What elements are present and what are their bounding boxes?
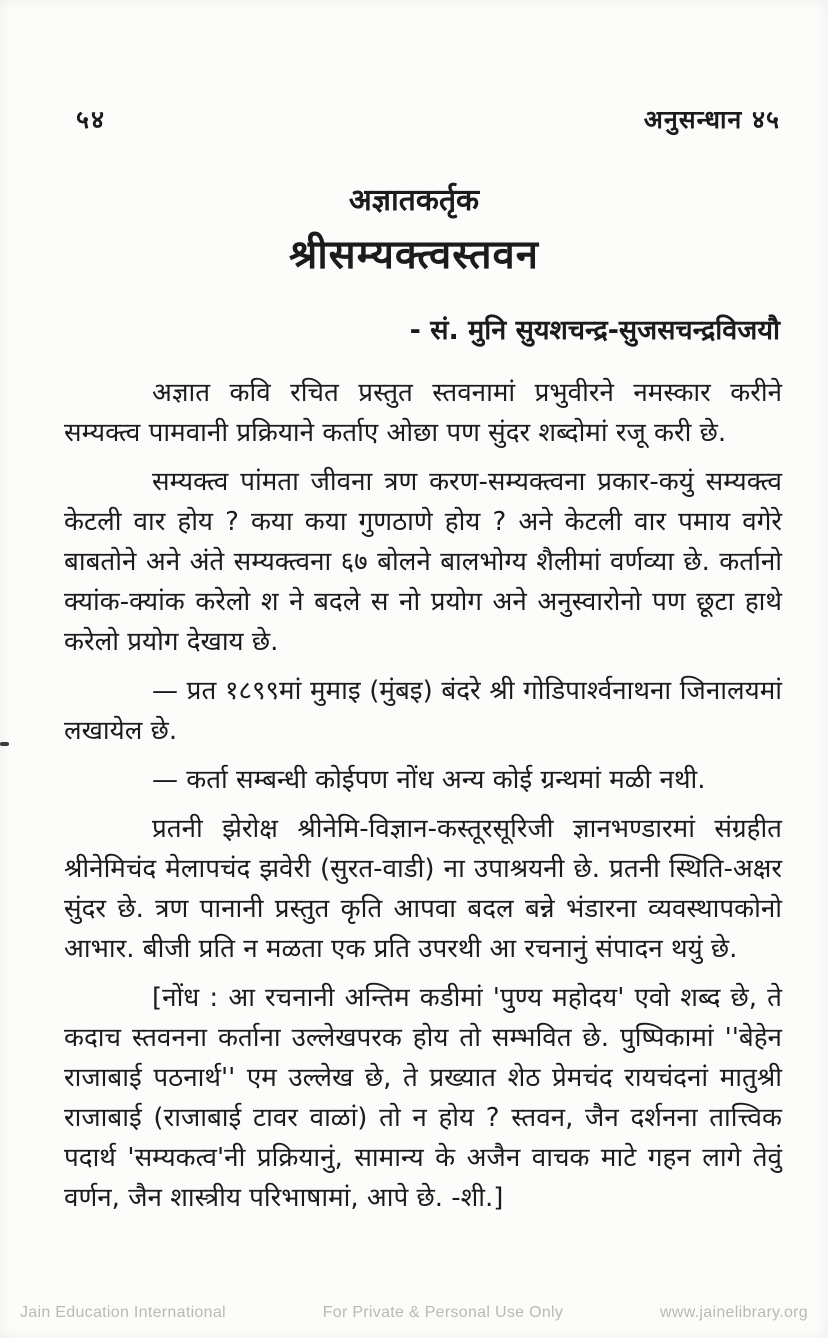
paragraph-content-summary: सम्यक्त्व पांमता जीवना त्रण करण-सम्यक्त्वना प्रकार-कयुं सम्यक्त्व केटली वार होय ? कया कया गुणठाणे होय ? अने केटली वार पमाय वगेरे बाबतोने अने अंते सम्यक्त्वना ६७ बोलने बालभोग्य शैलीमां वर्णव्या छे. कर्तानो क्यांक-क्यांक करेलो श ने बदले स नो प्रयोग अने अनुस्वारोनो पण छूटा हाथे करेलो प्रयोग देखाय छे. [64, 467, 782, 657]
footer-website: www.jainelibrary.org [660, 1304, 808, 1321]
article-title: श्रीसम्यक्त्वस्तवन [289, 232, 539, 278]
paragraph-manuscript-date: — प्रत १८९९मां मुमाइ (मुंबइ) बंदरे श्री गोडिपार्श्वनाथना जिनालयमां लखायेल छे. [64, 676, 782, 746]
page-header [0, 0, 828, 136]
paragraph-author-note: — कर्ता सम्बन्धी कोईपण नोंध अन्य कोई ग्रन्थमां मळी नथी. [152, 765, 706, 795]
footer-usage-notice: For Private & Personal Use Only [322, 1304, 564, 1321]
paragraph-source-description: प्रतनी झेरोक्ष श्रीनेमि-विज्ञान-कस्तूरसूरिजी ज्ञानभण्डारमां संग्रहीत श्रीनेमिचंद मेलापचंद झवेरी (सुरत-वाडी) ना उपाश्रयनी छे. प्रतनी स्थिति-अक्षर सुंदर छे. त्रण पानानी प्रस्तुत कृति आपवा बदल बन्ने भंडारना व्यवस्थापकोनो आभार. बीजी प्रति न मळता एक प्रति उपरथी आ रचनानुं संपादन थयुं छे. [64, 814, 782, 964]
paragraph-intro: अज्ञात कवि रचित प्रस्तुत स्तवनामां प्रभुवीरने नमस्कार करीने सम्यक्त्व पामवानी प्रक्रियाने कर्ताए ओछा पण सुंदर शब्दोमां रजू करी छे. [64, 378, 782, 448]
article-body [64, 373, 782, 1218]
page-number: ५४ [76, 105, 107, 134]
journal-title: अनुसन्धान ४५ [643, 105, 780, 134]
scan-artifact-mark [0, 742, 9, 746]
scan-footer [0, 1304, 828, 1322]
footer-publisher: Jain Education International [20, 1304, 226, 1321]
article-byline: - सं. मुनि सुयशचन्द्र-सुजसचन्द्रविजयौ [409, 315, 780, 346]
article-supertitle: अज्ञातकर्तृक [348, 183, 480, 218]
paragraph-editorial-note: [नोंध : आ रचनानी अन्तिम कडीमां 'पुण्य महोदय' एवो शब्द छे, ते कदाच स्तवनना कर्ताना उल्लेखपरक होय तो सम्भवित छे. पुष्पिकामां ''बेहेन राजाबाई पठनार्थ'' एम उल्लेख छे, ते प्रख्यात शेठ प्रेमचंद रायचंदनां मातुश्री राजाबाई (राजाबाई टावर वाळां) तो न होय ? स्तवन, जैन दर्शनना तात्त्विक पदार्थ 'सम्यकत्व'नी प्रक्रियानुं, सामान्य के अजैन वाचक माटे गहन लागे तेवुं वर्णन, जैन शास्त्रीय परिभाषामां, आपे छे. -शी.] [64, 983, 782, 1213]
